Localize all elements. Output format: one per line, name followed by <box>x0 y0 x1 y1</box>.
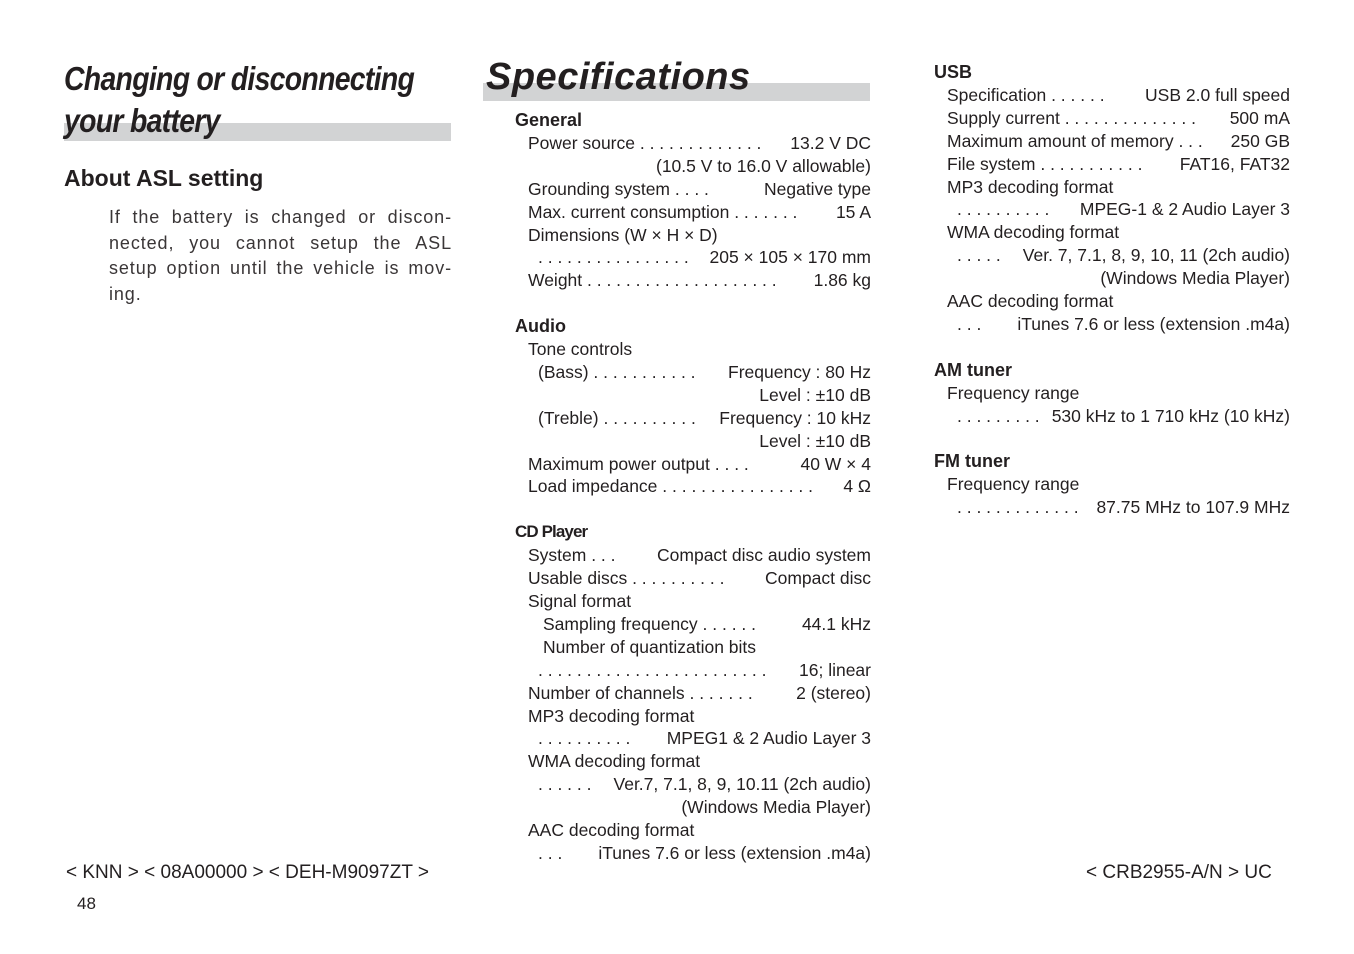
spec-label: AAC decoding format <box>528 820 695 841</box>
spec-dots: . . . . . <box>957 245 1001 266</box>
spec-value: 16; linear <box>799 659 871 680</box>
spec-row-wma-player <box>515 796 871 819</box>
spec-value: Negative type <box>763 178 871 199</box>
spec-value: Compact disc <box>764 568 871 589</box>
title-line-1: Changing or disconnecting <box>64 60 415 97</box>
spec-label: Tone controls <box>528 339 633 360</box>
spec-value: 2 (stereo) <box>796 682 871 703</box>
spec-row-power-range <box>515 155 871 178</box>
spec-row-bass <box>515 361 871 384</box>
spec-row-treble-level <box>515 430 871 453</box>
spec-row-power <box>515 132 871 155</box>
paragraph-line: If the battery is changed or discon- <box>109 207 452 227</box>
spec-row-usb-aac <box>934 290 1290 313</box>
spec-value: USB 2.0 full speed <box>1145 84 1290 105</box>
am-tuner-heading: AM tuner <box>934 359 1012 380</box>
spec-label: Supply current . . . . . . . . . . . . . . <box>947 107 1196 128</box>
spec-row-am-range-value <box>934 405 1290 428</box>
spec-row-current <box>515 201 871 224</box>
spec-row-usb-wma <box>934 221 1290 244</box>
spec-label: (Treble) . . . . . . . . . . <box>538 407 696 428</box>
spec-row-supply <box>934 107 1290 130</box>
section-title-battery <box>64 58 415 142</box>
spec-label: Usable discs . . . . . . . . . . <box>528 568 725 589</box>
spec-dots: . . . . . . <box>538 774 592 795</box>
spec-label: MP3 decoding format <box>947 176 1114 197</box>
spec-label: File system . . . . . . . . . . . <box>947 153 1143 174</box>
spec-dots: . . . <box>957 313 982 334</box>
spacer <box>515 498 871 521</box>
spec-value: 15 A <box>835 201 871 222</box>
spec-row-tone <box>515 338 871 361</box>
spec-label: WMA decoding format <box>528 751 701 772</box>
spec-value: (10.5 V to 16.0 V allowable) <box>656 155 871 176</box>
specifications-title: Specifications <box>486 56 751 98</box>
spec-dots: . . . . . . . . . . . . . . . . . . . . . . . . <box>538 659 767 680</box>
spec-value: (Windows Media Player) <box>681 797 871 818</box>
usb-heading: USB <box>934 62 973 82</box>
spacer <box>515 292 871 315</box>
spec-row-sampling <box>515 613 871 636</box>
spec-value: Level : ±10 dB <box>759 430 871 451</box>
spec-row-memory <box>934 130 1290 153</box>
spec-value: 500 mA <box>1229 107 1290 128</box>
spec-row-treble <box>515 407 871 430</box>
title-line-2: your battery <box>64 102 220 139</box>
spec-label: Frequency range <box>947 474 1080 495</box>
spec-value: 530 kHz to 1 710 kHz (10 kHz) <box>1051 405 1290 426</box>
spec-value: (Windows Media Player) <box>1100 268 1290 289</box>
spec-row-mp3 <box>515 705 871 728</box>
spec-row-usb-spec <box>934 84 1290 107</box>
audio-heading: Audio <box>515 316 566 337</box>
spec-row-dimensions-value <box>515 246 871 269</box>
asl-paragraph <box>109 205 452 307</box>
spec-row-usable-discs <box>515 567 871 590</box>
spec-row-fm-range <box>934 473 1290 496</box>
spec-dots: . . . . . . . . . . <box>538 728 631 749</box>
spec-row-fm-range-value <box>934 496 1290 519</box>
spec-label: System . . . <box>528 545 616 566</box>
spec-row-usb-wma-player <box>934 267 1290 290</box>
spec-row-file-system <box>934 153 1290 176</box>
spacer <box>934 427 1290 450</box>
footer-model-codes: < KNN > < 08A00000 > < DEH-M9097ZT > <box>66 862 429 883</box>
page-number: 48 <box>77 894 96 913</box>
spec-label: Maximum power output . . . . <box>528 453 749 474</box>
subheading-asl: About ASL setting <box>64 165 264 191</box>
paragraph-line: ing. <box>109 283 142 304</box>
spec-row-wma-value <box>515 773 871 796</box>
spec-label: Maximum amount of memory . . . <box>947 130 1203 151</box>
spec-row-system <box>515 544 871 567</box>
spec-label: Sampling frequency . . . . . . <box>543 613 757 634</box>
spec-row-am-range <box>934 382 1290 405</box>
spec-value: Ver. 7, 7.1, 8, 9, 10, 11 (2ch audio) <box>1022 245 1290 266</box>
spec-value: Frequency : 10 kHz <box>719 407 871 428</box>
spec-row-mp3-value <box>515 727 871 750</box>
spec-value: iTunes 7.6 or less (extension .m4a) <box>598 842 871 863</box>
spec-value: Compact disc audio system <box>657 545 871 566</box>
spec-dots: . . . . . . . . . . <box>957 199 1050 220</box>
spec-value: MPEG1 & 2 Audio Layer 3 <box>666 728 871 749</box>
spec-label: AAC decoding format <box>947 291 1114 312</box>
spec-dots: . . . . . . . . . . . . . <box>957 497 1079 518</box>
spec-label: Specification . . . . . . <box>947 84 1105 105</box>
spec-row-signal-format <box>515 590 871 613</box>
spec-label: (Bass) . . . . . . . . . . . <box>538 361 696 382</box>
spec-value: 250 GB <box>1230 130 1290 151</box>
spec-value: 1.86 kg <box>813 270 871 291</box>
spec-dots: . . . <box>538 842 563 863</box>
footer-doc-code: < CRB2955-A/N > UC <box>1086 862 1272 883</box>
spacer <box>934 336 1290 359</box>
spec-value: Ver.7, 7.1, 8, 9, 10.11 (2ch audio) <box>613 774 871 795</box>
general-heading: General <box>515 110 583 130</box>
spec-label: Number of channels . . . . . . . <box>528 682 753 703</box>
paragraph-line: setup option until the vehicle is mov- <box>109 258 452 278</box>
spec-row-wma <box>515 750 871 773</box>
spec-row-usb-aac-value <box>934 313 1290 336</box>
spec-value: FAT16, FAT32 <box>1179 153 1290 174</box>
spec-row-max-power <box>515 453 871 476</box>
spec-value: MPEG-1 & 2 Audio Layer 3 <box>1079 199 1290 220</box>
spec-row-usb-wma-value <box>934 244 1290 267</box>
spec-label: Weight . . . . . . . . . . . . . . . . . . . . <box>528 270 777 291</box>
spec-value: 13.2 V DC <box>790 132 871 153</box>
spec-row-quantization-value <box>515 659 871 682</box>
spec-value: 4 Ω <box>843 476 871 497</box>
spec-row-dimensions <box>515 224 871 247</box>
spec-value: Frequency : 80 Hz <box>728 361 871 382</box>
spec-row-grounding <box>515 178 871 201</box>
spec-label: Grounding system . . . . <box>528 178 709 199</box>
paragraph-line: nected, you cannot setup the ASL <box>109 232 452 253</box>
spec-dots: . . . . . . . . . . . . . . . . <box>538 247 689 268</box>
spec-row-usb-mp3-value <box>934 198 1290 221</box>
spec-label: Dimensions (W × H × D) <box>528 224 718 245</box>
spec-value: 44.1 kHz <box>801 613 871 634</box>
spec-value: Level : ±10 dB <box>759 384 871 405</box>
spec-row-quantization <box>515 636 871 659</box>
specs-center-column <box>515 109 871 865</box>
spec-row-impedance <box>515 475 871 498</box>
spec-value: iTunes 7.6 or less (extension .m4a) <box>1017 313 1290 334</box>
spec-dots: . . . . . . . . . <box>957 405 1040 426</box>
spec-value: 205 × 105 × 170 mm <box>709 247 871 268</box>
spec-row-aac-value <box>515 842 871 865</box>
spec-label: Load impedance . . . . . . . . . . . . . . . . <box>528 476 813 497</box>
spec-row-aac <box>515 819 871 842</box>
spec-label: MP3 decoding format <box>528 705 695 726</box>
spec-value: 40 W × 4 <box>800 453 871 474</box>
specs-right-column <box>934 61 1290 519</box>
spec-row-weight <box>515 269 871 292</box>
spec-label: Number of quantization bits <box>543 636 757 657</box>
spec-value: 87.75 MHz to 107.9 MHz <box>1096 497 1290 518</box>
spec-label: Signal format <box>528 591 632 611</box>
spec-label: Frequency range <box>947 382 1080 403</box>
fm-tuner-heading: FM tuner <box>934 451 1010 472</box>
cd-player-heading: CD Player <box>515 522 588 542</box>
spec-label: Power source . . . . . . . . . . . . . <box>528 132 762 153</box>
spec-label: Max. current consumption . . . . . . . <box>528 201 798 222</box>
spec-label: WMA decoding format <box>947 222 1120 243</box>
spec-row-bass-level <box>515 384 871 407</box>
spec-row-channels <box>515 682 871 705</box>
spec-row-usb-mp3 <box>934 176 1290 199</box>
